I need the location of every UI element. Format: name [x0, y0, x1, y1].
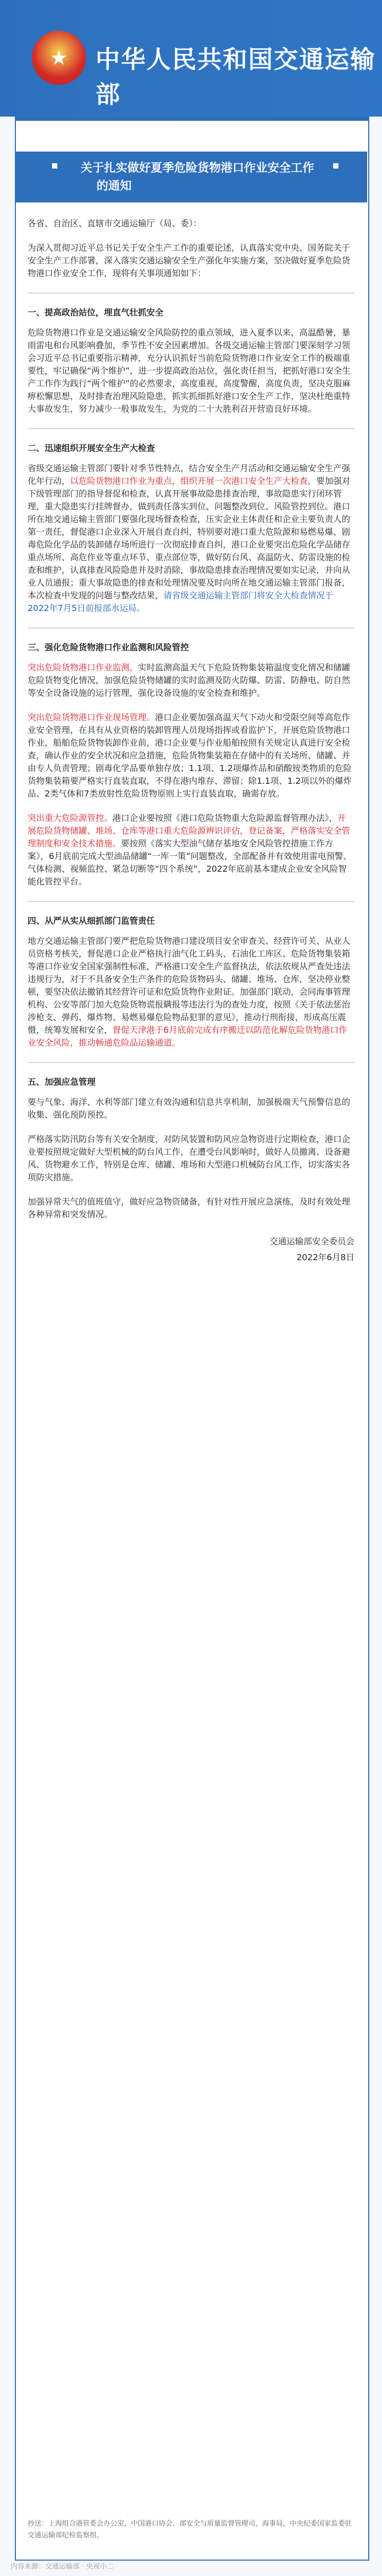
intro-paragraph: 为深入贯彻习近平总书记关于安全生产工作的重要论述，认真落实党中央、国务院关于安全生产工作部署，深入落实交通运输安全生产强化年实施方案，坚决做好夏季危险货物港口作业安全工作，现将有关事项通知如下： — [28, 243, 351, 278]
section-3-paragraph-1 — [28, 661, 354, 700]
section-3-text-3b: 要按照《落实大型油气储存基地安全风险管控措施工作方案》，6月底前完成大型油品储罐“一库一策”问题整改，全部配备并有效使用雷电预警、气体检测、视频监控、紧急切断等“四个系统”，2022年底前基本建成企业安全风险智能化管控平台。 — [28, 838, 352, 887]
section-3-paragraph-3 — [28, 812, 354, 888]
section-3-highlight-3: 开展危险货物储罐、堆场、仓库等港口重大危险源辨识评估，登记备案，严格落实安全管理制度和安全技术措施。 — [28, 813, 351, 848]
issuing-office: 交通运输部安全委员会 — [269, 1236, 354, 1246]
section-3-lead-2: 突出危险货物港口作业现场管理。 — [28, 712, 155, 722]
section-2-paragraph-1 — [28, 462, 354, 615]
section-3-paragraph-2 — [28, 711, 354, 800]
site-header — [0, 0, 382, 117]
section-heading-4: 四、从严从实从细抓部门监管责任 — [28, 916, 155, 926]
section-3-text-2: 港口企业要加强高温天气下动火和受限空间等高危作业安全管理，在具有从业资格的装卸管理人员现场指挥或看监护下，开展危险货物港口作业，船舶危险货物装卸作业前，港口企业要与作业船舶按照有关规定认真进行安全检查，确认作业的安全状况和应急措施，危险货物集装箱在存储中的有关场所、储罐、并由专人负责管理；剧毒化学品要单独存放；1.1项、1.2项爆炸品和硝酸铵类物质的危险货物集装箱要严格实行直装直取，不得在港内堆存、滞留；除1.1项、1.2项以外的爆炸品、2类气体和7类放射性危险货物原则上实行直装直取，确需存放。 — [28, 712, 352, 799]
notice-title-line-1: 关于扎实做好夏季危险货物港口作业安全工作 — [81, 162, 315, 175]
section-2-text-a: 省级交通运输主管部门要针对季节性特点，结合安全生产月活动和交通运输安全生产强化年行动， — [28, 463, 351, 486]
title-marker-left — [52, 163, 57, 169]
section-divider — [28, 627, 354, 628]
section-heading-5: 五、加强应急管理 — [28, 1077, 96, 1087]
section-divider — [28, 901, 354, 902]
title-marker-right — [333, 163, 338, 169]
section-4-highlight: 督促天津港于6月底前完成有序搬迁以防范化解危险货物港口作业安全风险，推动畅通危险品运输通道。 — [28, 1025, 348, 1048]
section-3-lead-3: 突出重大危险源管控。 — [28, 813, 113, 823]
section-2-highlight-a: 以危险货物港口作业为重点，组织开展一次港口安全生产大检查， — [70, 476, 317, 486]
section-2-text-b: 要加强对下级管理部门的指导督促和检查，认真开展事故隐患排查治理，事故隐患实行闭环管理，重大隐患实行挂牌督办，做到责任落实到位、问题整改到位、风险管控到位。港口所在地交通运输主管部门要强化现场督查检查，压实企业主体责任和企业主要负责人的第一责任，督促港口企业深入开展自查自纠，特别要对港口重大危险源和易燃易爆、剧毒危险化学品的装卸储存场所进行一次彻底排查自纠，港口企业要突出危险化学品储存重点场所、高危作业等重点环节、重点部位等，做好防台风、高温防火、防雷设施的检查和维护，认真排查风险隐患并及时消除，事故隐患排查治理情况要如实记录，并向从业人员通报；重大事故隐患的排查和处理情况要及时向所在地交通运输主管部门报备，本次检查中发现的问题与整改结果， — [28, 476, 351, 600]
section-4-paragraph-1 — [28, 935, 354, 1049]
national-emblem: ★ — [32, 31, 86, 85]
content-source: 内容来源：交通运输部 · 央视小二 — [11, 2563, 114, 2571]
section-5-paragraph-3: 加强异常天气的值班值守，做好应急物资储备，有针对性开展应急演练，及时有效处理各种异常和突发情况。 — [28, 1197, 351, 1219]
salutation: 各省、自治区、直辖市交通运输厅（局、委）： — [28, 218, 202, 228]
section-heading-3: 三、强化危险货物港口作业监测和风险管控 — [28, 642, 189, 652]
notice-title-line-2: 的通知 — [97, 180, 132, 193]
section-3-text-3a: 港口企业要按照《港口危险货物重大危险源监督管理办法》， — [112, 813, 338, 823]
section-divider — [28, 428, 354, 429]
section-5-paragraph-2: 严格落实防汛防台等有关安全制度，对防风装置和防风应急物资进行定期检查，港口企业要按照规定做好大型机械的防台风工作，在遭受台风影响时，做好人员撤离、设备避风、货物避水工作，特别是仓库、储罐、堆场和大型港口机械防台风工作，切实落实各项防灾措施。 — [28, 1134, 351, 1182]
notice-title-band — [15, 152, 367, 202]
section-divider — [28, 293, 354, 294]
footer-note: 抄送：上海组合港管委会办公室，中国港口协会，部安全与质量监督管理司，海事局，中央纪委国家监委驻交通运输部纪检监察组。 — [28, 2520, 352, 2539]
article-content — [28, 217, 354, 1265]
section-heading-2: 二、迅速组织开展安全生产大检查 — [28, 443, 155, 453]
section-1-paragraph-1: 危险货物港口作业是交通运输安全风险防控的重点领域，进入夏季以来，高温酷暑，暴雨雷电和台风影响叠加，季节性不安全因素增加。各级交通运输主管部门要深刻学习领会习近平总书记重要指示精神，充分认识抓好当前危险货物港口作业安全工作的极端重要性，牢记确保“两个维护”，进一步提高政治站位，强化责任担当，把抓好港口安全生产工作作为践行“两个维护”的必然要求，高度重视，高度警醒，高度负责，坚决克服麻痹松懈思想，及时排查治理风险隐患，抓实抓细抓好港口安全生产工作，坚决杜绝重特大事故发生，努力减少一般事故发生，为党的二十大胜利召开营造良好环境。 — [28, 327, 351, 414]
section-divider — [28, 1062, 354, 1063]
signature-block — [28, 1234, 354, 1265]
section-4-text: 地方交通运输主管部门要严把危险货物港口建设项目安全审查关、经营许可关、从业人员资格考核关，督促港口企业严格执行油气化工码头、石油化工库区、危险货物集装箱等港口作业安全国家强制性标准，严格港口安全生产监督执法，依法依规从严查处违法违规行为，对于不具备安全生产条件的危险货物码头、储罐、堆场、仓库，坚决停业整顿，要坚决依法撤销其经营许可证和危险货物作业附证。加强部门联动，会同海事管理机构、公安等部门加大危险货物谎报瞒报等违法行为的查处力度，按照《关于依法惩治涉枪支、弹药、爆炸物、易燃易爆危险物品犯罪的意见》，推动行刑衔接，形成高压震慑，统筹发展和安全， — [28, 936, 351, 1035]
issue-date: 2022年6月8日 — [296, 1252, 354, 1262]
section-5-paragraph-1: 要与气象、海洋、水利等部门建立有效沟通和信息共享机制，加强极端天气预警信息的收集、强化预防预控。 — [28, 1097, 351, 1120]
section-3-text-1: 实时监测高温天气下危险货物集装箱温度变化情况和储罐危险货物变化情况，加强危险货物储罐的实时监测及防火防爆、防雷、防静电、防自然等安全设备设施的运行管理，强化设备设施的安全检查和维护。 — [28, 662, 351, 698]
ministry-title: 中华人民共和国交通运输部 — [96, 45, 376, 109]
section-3-lead-1: 突出危险货物港口作业监测。 — [28, 662, 138, 672]
section-2-highlight-b: 请省级交通运输主管部门将安全大检查情况于2022年7月5日前报部水运局。 — [28, 590, 334, 613]
section-heading-1: 一、提高政治站位，埋直气壮抓安全 — [28, 307, 164, 317]
